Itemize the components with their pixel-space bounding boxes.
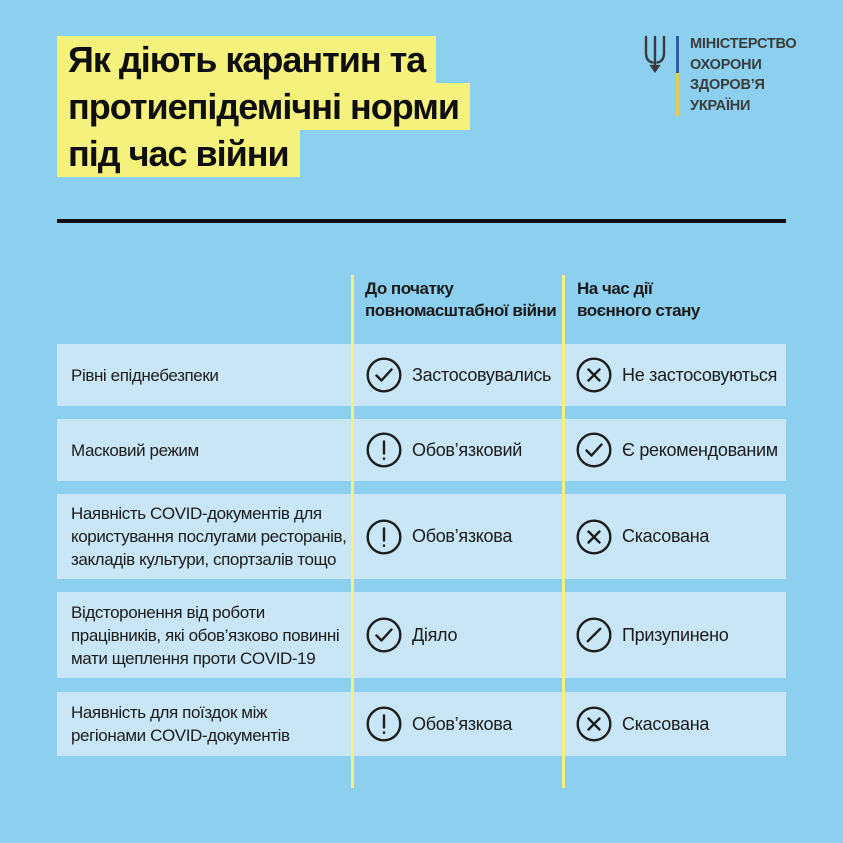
trident-icon — [641, 35, 669, 73]
column-header-line: На час дії — [577, 279, 653, 298]
check-circle-icon — [366, 357, 402, 393]
slash-circle-icon — [576, 617, 612, 653]
page-title-line: Як діють карантин та — [57, 36, 436, 83]
cell-value: Обов’язковий — [412, 439, 523, 460]
column-header-line: воєнного стану — [577, 301, 700, 320]
cell-value: Призупинено — [622, 624, 729, 645]
cell-martial-law — [576, 419, 784, 481]
cell-before-war — [366, 692, 566, 756]
cell-value: Є рекомендованим — [622, 439, 778, 460]
ministry-name — [690, 34, 797, 116]
flag-bar — [676, 36, 679, 116]
row-label: Наявність для поїздок між регіонами COVID-документів — [71, 703, 290, 745]
page-title-line: протиепідемічні норми — [57, 83, 470, 130]
cell-value: Не застосовуються — [622, 364, 778, 385]
cross-circle-icon — [576, 519, 612, 555]
cell-martial-law — [576, 592, 784, 678]
table-row — [57, 344, 786, 406]
row-label: Відсторонення від роботи працівників, які обов’язково повинні мати щеплення проти COVID-19 — [71, 602, 340, 668]
divider-line — [57, 219, 786, 223]
cell-value: Обов’язкова — [412, 526, 513, 546]
cell-before-war — [366, 344, 566, 406]
cell-value: Скасована — [622, 713, 710, 734]
ministry-name-line: МІНІСТЕРСТВО — [690, 36, 797, 52]
column-header-before — [365, 278, 556, 322]
cell-martial-law — [576, 494, 784, 579]
exclamation-circle-icon — [366, 706, 402, 742]
cell-value: Застосовувались — [412, 364, 552, 385]
check-circle-icon — [576, 432, 612, 468]
exclamation-circle-icon — [366, 519, 402, 555]
ministry-name-line: УКРАЇНИ — [690, 97, 751, 114]
cell-martial-law — [576, 344, 784, 406]
exclamation-circle-icon — [366, 432, 402, 468]
cross-circle-icon — [576, 706, 612, 742]
column-header-during — [577, 278, 700, 322]
column-header-line: До початку — [365, 279, 454, 298]
page-title — [57, 36, 470, 177]
table-row — [57, 494, 786, 579]
column-rule — [562, 275, 565, 788]
ministry-name-line: ЗДОРОВ’Я — [690, 77, 765, 93]
row-label: Рівні епіднебезпеки — [71, 365, 219, 385]
table-row — [57, 419, 786, 481]
row-label: Наявність COVID-документів для користування послугами ресторанів, закладів культури, спортзалів тощо — [71, 504, 347, 569]
table-row — [57, 592, 786, 678]
cross-circle-icon — [576, 357, 612, 393]
page-title-line: під час війни — [57, 130, 300, 177]
check-circle-icon — [366, 617, 402, 653]
table-row — [57, 692, 786, 756]
cell-value: Обов’язкова — [412, 713, 513, 734]
cell-martial-law — [576, 692, 784, 756]
row-label: Масковий режим — [71, 440, 199, 460]
cell-before-war — [366, 419, 566, 481]
cell-value: Діяло — [412, 624, 458, 645]
cell-before-war — [366, 494, 566, 579]
cell-before-war — [366, 592, 566, 678]
column-rule — [351, 275, 354, 788]
cell-value: Скасована — [622, 526, 710, 546]
column-header-line: повномасштабної війни — [365, 301, 557, 320]
ministry-name-line: ОХОРОНИ — [690, 56, 762, 73]
